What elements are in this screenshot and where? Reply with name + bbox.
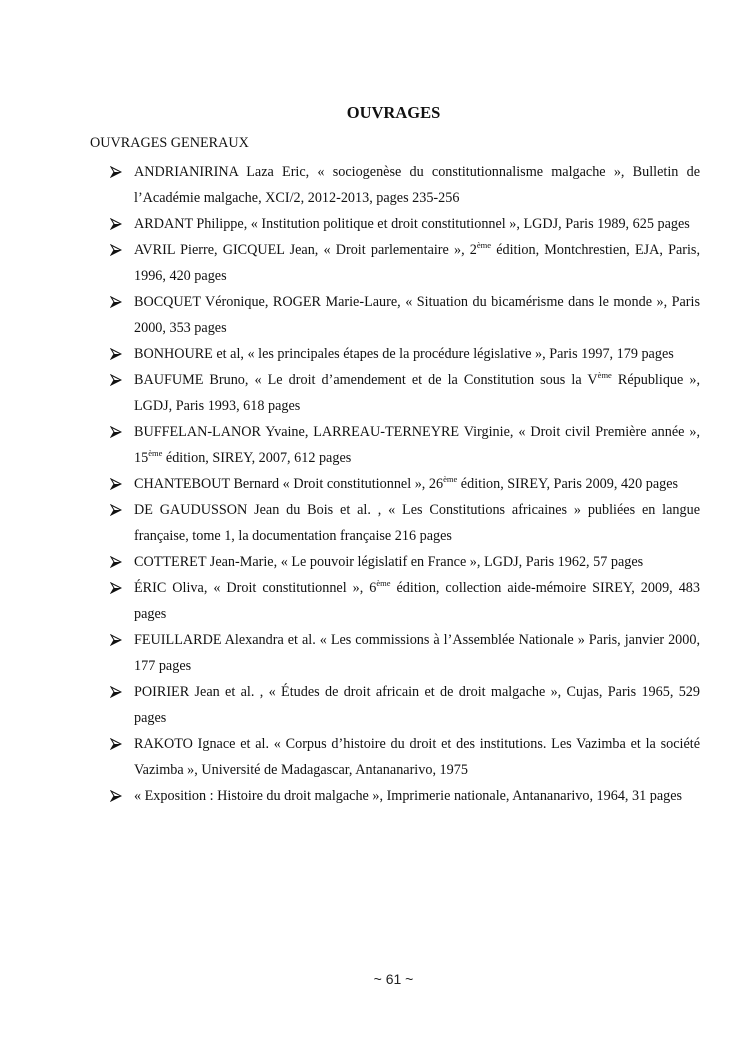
arrowhead-bullet-icon — [110, 549, 126, 575]
arrowhead-bullet-icon — [110, 159, 126, 185]
arrowhead-bullet-icon — [110, 731, 126, 757]
arrowhead-bullet-icon — [110, 497, 126, 523]
reference-item — [110, 211, 700, 237]
page-number: ~ 61 ~ — [373, 971, 414, 987]
reference-text: ARDANT Philippe, « Institution politique et droit constitutionnel », LGDJ, Paris 1989, 625 pages — [134, 216, 690, 232]
reference-item — [110, 367, 700, 419]
reference-item — [110, 627, 700, 679]
reference-item — [110, 341, 700, 367]
reference-text: AVRIL Pierre, GICQUEL Jean, « Droit parlementaire », 2 — [134, 242, 477, 258]
reference-text: édition, collection aide-mémoire SIREY, 2009, 483 pages — [134, 580, 700, 622]
reference-superscript: ème — [443, 474, 458, 484]
arrowhead-bullet-icon — [110, 471, 126, 497]
reference-item — [110, 731, 700, 783]
reference-text: RAKOTO Ignace et al. « Corpus d’histoire du droit et des institutions. Les Vazimba et la société Vazimba », Université de Madagascar, Antananarivo, 1975 — [134, 736, 700, 778]
reference-list — [110, 159, 700, 809]
reference-item — [110, 783, 700, 809]
reference-item — [110, 679, 700, 731]
reference-text: COTTERET Jean-Marie, « Le pouvoir législatif en France », LGDJ, Paris 1962, 57 pages — [134, 554, 644, 570]
reference-item — [110, 289, 700, 341]
arrowhead-bullet-icon — [110, 341, 126, 367]
arrowhead-bullet-icon — [110, 237, 126, 263]
reference-item — [110, 497, 700, 549]
arrowhead-bullet-icon — [110, 783, 126, 809]
arrowhead-bullet-icon — [110, 575, 126, 601]
reference-text: ANDRIANIRINA Laza Eric, « sociogenèse du constitutionnalisme malgache », Bulletin de l’Académie malgache, XCI/2, 2012-2013, pages 235-256 — [134, 164, 700, 206]
section-heading: OUVRAGES GENERAUX — [90, 135, 249, 151]
reference-text: BUFFELAN-LANOR Yvaine, LARREAU-TERNEYRE Virginie, « Droit civil Première année », 15 — [134, 424, 700, 466]
reference-text: POIRIER Jean et al. , « Études de droit africain et de droit malgache », Cujas, Paris 1965, 529 pages — [134, 684, 700, 726]
reference-text: BAUFUME Bruno, « Le droit d’amendement et de la Constitution sous la V — [134, 372, 598, 388]
reference-superscript: ème — [376, 578, 391, 588]
reference-text: édition, SIREY, 2007, 612 pages — [162, 450, 352, 466]
arrowhead-bullet-icon — [110, 367, 126, 393]
reference-text: BOCQUET Véronique, ROGER Marie-Laure, « Situation du bicamérisme dans le monde », Paris 2000, 353 pages — [134, 294, 700, 336]
arrowhead-bullet-icon — [110, 419, 126, 445]
page-title: OUVRAGES — [346, 103, 441, 122]
reference-item — [110, 471, 700, 497]
reference-text: CHANTEBOUT Bernard « Droit constitutionnel », 26 — [134, 476, 444, 492]
reference-item — [110, 159, 700, 211]
reference-text: édition, SIREY, Paris 2009, 420 pages — [457, 476, 679, 492]
reference-text: ÉRIC Oliva, « Droit constitutionnel », 6 — [134, 580, 377, 596]
arrowhead-bullet-icon — [110, 211, 126, 237]
arrowhead-bullet-icon — [110, 679, 126, 705]
reference-superscript: ème — [476, 240, 492, 250]
reference-text: BONHOURE et al, « les principales étapes de la procédure législative », Paris 1997, 179 pages — [134, 346, 674, 362]
reference-item — [110, 237, 700, 289]
arrowhead-bullet-icon — [110, 627, 126, 653]
arrowhead-bullet-icon — [110, 289, 126, 315]
reference-item — [110, 419, 700, 471]
reference-text: DE GAUDUSSON Jean du Bois et al. , « Les Constitutions africaines » publiées en langue française, tome 1, la documentation française 216 pages — [134, 502, 700, 544]
reference-superscript: ème — [148, 448, 163, 458]
reference-text: FEUILLARDE Alexandra et al. « Les commissions à l’Assemblée Nationale » Paris, janvier 2000, 177 pages — [134, 632, 700, 674]
reference-text: « Exposition : Histoire du droit malgache », Imprimerie nationale, Antananarivo, 1964, 31 pages — [134, 788, 683, 804]
reference-text: édition, Montchrestien, EJA, Paris, 1996, 420 pages — [134, 242, 701, 284]
reference-item — [110, 575, 700, 627]
reference-text: République », LGDJ, Paris 1993, 618 pages — [134, 372, 700, 414]
reference-item — [110, 549, 700, 575]
reference-superscript: ème — [597, 370, 612, 380]
